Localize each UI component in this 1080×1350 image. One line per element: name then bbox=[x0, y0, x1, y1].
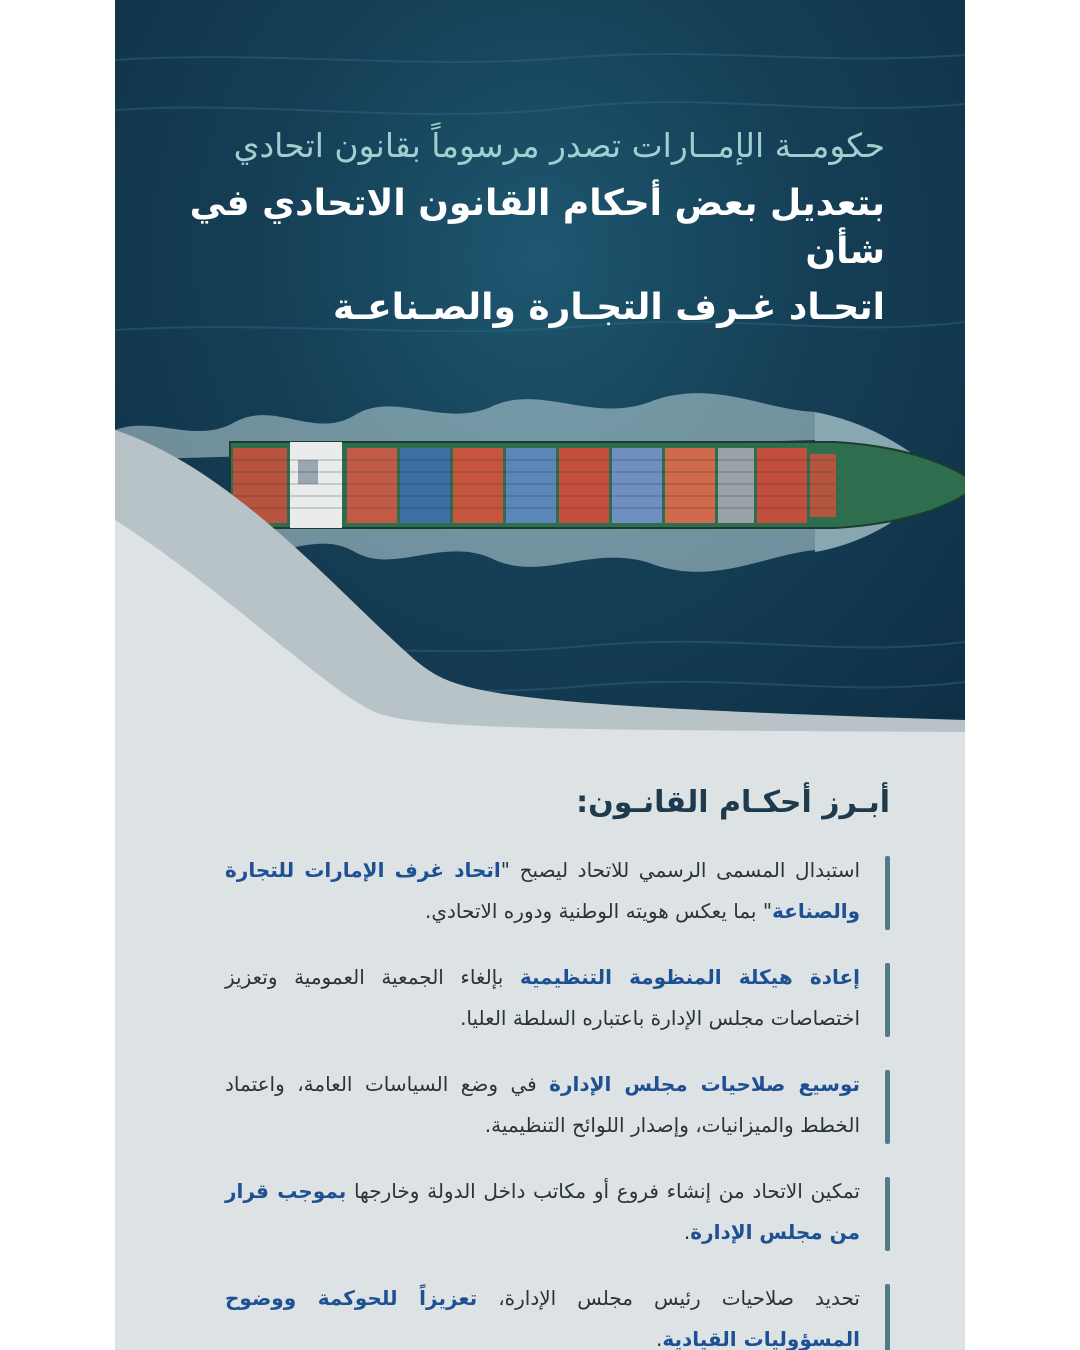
item-text bbox=[225, 1064, 860, 1146]
item-text-plain: تحديد صلاحيات رئيس مجلس الإدارة، bbox=[477, 1286, 860, 1310]
item-text bbox=[225, 1278, 860, 1350]
item-bar bbox=[885, 1177, 890, 1251]
list-item bbox=[225, 957, 890, 1039]
item-text-highlight: بموجب قرار من مجلس الإدارة bbox=[225, 1179, 860, 1244]
item-text-plain: تمكين الاتحاد من إنشاء فروع أو مكاتب داخل الدولة وخارجها bbox=[346, 1179, 860, 1203]
item-text-highlight: توسيع صلاحيات مجلس الإدارة bbox=[549, 1072, 860, 1096]
item-text-highlight: إعادة هيكلة المنظومة التنظيمية bbox=[519, 965, 860, 989]
provisions-list bbox=[225, 850, 890, 1350]
item-bar bbox=[885, 963, 890, 1037]
headline bbox=[165, 120, 885, 332]
item-text-plain: استبدال المسمى الرسمي للاتحاد ليصبح " bbox=[500, 858, 861, 882]
item-text bbox=[225, 850, 860, 932]
item-text-plain: . bbox=[655, 1327, 663, 1350]
section-title: أبـرز أحكـام القانـون: bbox=[576, 785, 890, 820]
poster bbox=[115, 0, 965, 1350]
list-item bbox=[225, 1171, 890, 1253]
list-item bbox=[225, 1278, 890, 1350]
item-text-highlight: اتحاد غرف الإمارات للتجارة والصناعة bbox=[225, 858, 860, 923]
item-bar bbox=[885, 1070, 890, 1144]
list-item bbox=[225, 1064, 890, 1146]
item-text-plain: . bbox=[683, 1220, 691, 1244]
item-bar bbox=[885, 856, 890, 930]
item-bar bbox=[885, 1284, 890, 1350]
list-item bbox=[225, 850, 890, 932]
item-text-plain: في وضع السياسات العامة، واعتماد الخطط والميزانيات، وإصدار اللوائح التنظيمية. bbox=[225, 1072, 860, 1137]
headline-kicker: حكومــة الإمــارات تصدر مرسوماً بقانون اتحادي bbox=[233, 126, 885, 165]
item-text bbox=[225, 957, 860, 1039]
item-text-plain: بإلغاء الجمعية العمومية وتعزيز اختصاصات مجلس الإدارة باعتباره السلطة العليا. bbox=[225, 965, 860, 1030]
headline-title-line2: اتحـاد غـرف التجـارة والصـناعـة bbox=[332, 287, 885, 328]
item-text-plain: " بما يعكس هويته الوطنية ودوره الاتحادي. bbox=[425, 899, 773, 923]
item-text bbox=[225, 1171, 860, 1253]
item-text-highlight: تعزيزاً للحوكمة ووضوح المسؤوليات القيادية bbox=[225, 1286, 860, 1350]
headline-title-line1: بتعديل بعض أحكام القانون الاتحادي في شأن bbox=[189, 183, 885, 272]
